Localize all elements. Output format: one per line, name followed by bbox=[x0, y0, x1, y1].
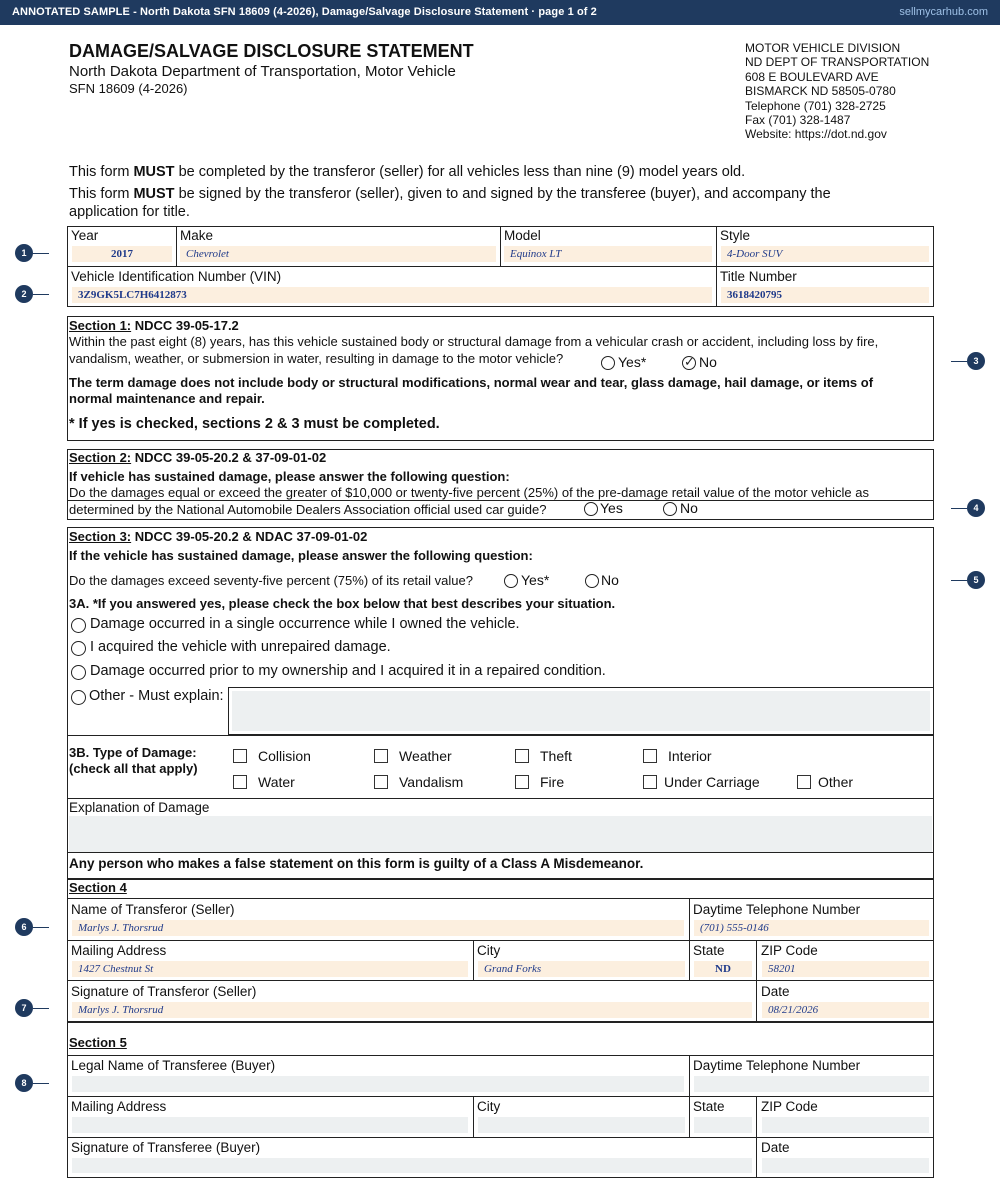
section-2-title: Section 2: bbox=[69, 450, 132, 465]
make-field[interactable]: Chevrolet bbox=[180, 246, 496, 262]
section-2-code: NDCC 39-05-20.2 & 37-09-01-02 bbox=[131, 450, 327, 465]
section-3-yes-label: Yes* bbox=[521, 572, 550, 588]
buyer-address-field[interactable] bbox=[72, 1117, 468, 1133]
option-repaired-radio[interactable] bbox=[71, 665, 86, 680]
header-bar-site-link[interactable]: sellmycarhub.com bbox=[899, 6, 988, 18]
explanation-field[interactable] bbox=[69, 816, 932, 852]
make-label: Make bbox=[180, 228, 214, 243]
divider bbox=[67, 798, 934, 799]
form-department: North Dakota Department of Transportation, Motor Vehicle bbox=[69, 63, 456, 80]
section-2-question-line-1: Do the damages equal or exceed the greater of $10,000 or twenty-five percent (25%) of the pre-damage retail value of the motor vehicle as bbox=[69, 485, 869, 500]
divider bbox=[716, 226, 717, 307]
damage-theft-label: Theft bbox=[540, 748, 572, 764]
damage-collision-checkbox[interactable] bbox=[233, 749, 247, 763]
seller-signature-field[interactable]: Marlys J. Thorsrud bbox=[72, 1002, 752, 1018]
agency-line: Telephone (701) 328-2725 bbox=[745, 98, 886, 113]
section-1-question-line-1: Within the past eight (8) years, has this vehicle sustained body or structural damage from a vehicular crash or accident, including loss by fire, bbox=[69, 334, 879, 349]
divider bbox=[67, 898, 934, 899]
seller-date-field[interactable]: 08/21/2026 bbox=[762, 1002, 929, 1018]
buyer-phone-field[interactable] bbox=[694, 1076, 929, 1092]
annotation-marker: 4 bbox=[967, 499, 985, 517]
option-other-label: Other - Must explain: bbox=[89, 688, 224, 704]
agency-address-block bbox=[745, 41, 929, 142]
buyer-name-label: Legal Name of Transferee (Buyer) bbox=[71, 1058, 276, 1073]
intro-text: application for title. bbox=[69, 204, 190, 220]
buyer-city-field[interactable] bbox=[478, 1117, 685, 1133]
section-3-no-radio[interactable] bbox=[585, 574, 599, 588]
buyer-name-field[interactable] bbox=[72, 1076, 684, 1092]
divider bbox=[689, 940, 690, 980]
annotation-marker: 6 bbox=[15, 918, 33, 936]
divider bbox=[67, 1137, 934, 1138]
section-1-note-yes: * If yes is checked, sections 2 & 3 must be completed. bbox=[69, 416, 440, 432]
false-statement-warning: Any person who makes a false statement on this form is guilty of a Class A Misdemeanor. bbox=[69, 856, 644, 871]
intro-text: be completed by the transferor (seller) for all vehicles less than nine (9) model years old. bbox=[174, 164, 746, 180]
section-4-heading: Section 4 bbox=[69, 880, 127, 895]
section-1-yes-label: Yes* bbox=[618, 354, 647, 370]
seller-zip-field[interactable]: 58201 bbox=[762, 961, 929, 977]
vin-field[interactable]: 3Z9GK5LC7H6412873 bbox=[72, 287, 712, 303]
intro-emphasis: MUST bbox=[133, 164, 175, 180]
agency-line: MOTOR VEHICLE DIVISION bbox=[745, 41, 901, 55]
annotation-leader-line bbox=[33, 294, 49, 295]
damage-water-checkbox[interactable] bbox=[233, 775, 247, 789]
seller-city-field[interactable]: Grand Forks bbox=[478, 961, 685, 977]
form-title: DAMAGE/SALVAGE DISCLOSURE STATEMENT bbox=[69, 41, 474, 61]
seller-address-field[interactable]: 1427 Chestnut St bbox=[72, 961, 468, 977]
annotation-marker: 8 bbox=[15, 1074, 33, 1092]
form-sfn: SFN 18609 (4-2026) bbox=[69, 81, 188, 96]
section-3-title: Section 3: bbox=[69, 529, 132, 544]
section-3-lead: If the vehicle has sustained damage, please answer the following question: bbox=[69, 548, 533, 563]
divider bbox=[473, 940, 474, 980]
divider bbox=[67, 1096, 934, 1097]
divider bbox=[756, 1096, 757, 1178]
seller-date-label: Date bbox=[761, 984, 790, 999]
divider bbox=[67, 980, 934, 981]
section-3-no-label: No bbox=[601, 572, 619, 588]
damage-under-carriage-label: Under Carriage bbox=[664, 774, 760, 790]
divider bbox=[756, 940, 757, 1022]
section-3-yes-radio[interactable] bbox=[504, 574, 518, 588]
buyer-zip-label: ZIP Code bbox=[761, 1099, 818, 1114]
title-number-label: Title Number bbox=[720, 269, 797, 284]
annotation-marker: 7 bbox=[15, 999, 33, 1017]
seller-name-field[interactable]: Marlys J. Thorsrud bbox=[72, 920, 684, 936]
section-2-no-label: No bbox=[680, 500, 698, 516]
agency-line: 608 E BOULEVARD AVE bbox=[745, 69, 879, 84]
buyer-signature-field[interactable] bbox=[72, 1158, 752, 1173]
divider bbox=[473, 1096, 474, 1137]
seller-phone-field[interactable]: (701) 555-0146 bbox=[694, 920, 929, 936]
section-1-no-label: No bbox=[699, 354, 717, 370]
damage-interior-label: Interior bbox=[668, 748, 712, 764]
option-other-radio[interactable] bbox=[71, 690, 86, 705]
intro-emphasis: MUST bbox=[133, 186, 175, 202]
style-field[interactable]: 4-Door SUV bbox=[721, 246, 929, 262]
seller-name-label: Name of Transferor (Seller) bbox=[71, 902, 235, 917]
damage-fire-checkbox[interactable] bbox=[515, 775, 529, 789]
section-1-no-radio[interactable] bbox=[682, 356, 696, 370]
section-1-heading bbox=[69, 318, 239, 334]
intro-paragraph-2 bbox=[69, 185, 939, 221]
section-3-heading bbox=[69, 529, 367, 545]
annotation-leader-line bbox=[33, 927, 49, 928]
buyer-signature-label: Signature of Transferee (Buyer) bbox=[71, 1140, 261, 1155]
annotation-leader-line bbox=[951, 580, 967, 581]
other-explain-field[interactable] bbox=[232, 691, 930, 731]
section-1-question-line-2: vandalism, weather, or submersion in water, resulting in damage to the motor vehicle? bbox=[69, 351, 564, 366]
section-1-yes-radio[interactable] bbox=[601, 356, 615, 370]
damage-vandalism-label: Vandalism bbox=[399, 774, 464, 790]
section-1-code: NDCC 39-05-17.2 bbox=[131, 318, 239, 333]
damage-interior-checkbox[interactable] bbox=[643, 749, 657, 763]
section-1-note-line-2: normal maintenance and repair. bbox=[69, 391, 265, 406]
buyer-zip-field[interactable] bbox=[762, 1117, 929, 1133]
seller-signature-label: Signature of Transferor (Seller) bbox=[71, 984, 257, 999]
section-3b-subheading: (check all that apply) bbox=[69, 761, 198, 776]
agency-line: BISMARCK ND 58505-0780 bbox=[745, 84, 896, 99]
damage-theft-checkbox[interactable] bbox=[515, 749, 529, 763]
annotation-header-bar bbox=[0, 0, 1000, 25]
divider bbox=[689, 1055, 690, 1137]
section-2-question-line-2: determined by the National Automobile Dealers Association official used car guide? bbox=[69, 502, 547, 517]
option-repaired-label: Damage occurred prior to my ownership and I acquired it in a repaired condition. bbox=[90, 663, 606, 679]
buyer-date-field[interactable] bbox=[762, 1158, 929, 1173]
agency-line: ND DEPT OF TRANSPORTATION bbox=[745, 55, 930, 70]
annotation-leader-line bbox=[33, 253, 49, 254]
annotation-marker: 2 bbox=[15, 285, 33, 303]
seller-state-field[interactable]: ND bbox=[694, 961, 752, 977]
divider bbox=[67, 1055, 934, 1056]
option-unrepaired-radio[interactable] bbox=[71, 641, 86, 656]
style-label: Style bbox=[720, 228, 751, 243]
damage-weather-label: Weather bbox=[399, 748, 452, 764]
buyer-city-label: City bbox=[477, 1099, 501, 1114]
divider bbox=[689, 898, 690, 940]
section-5-heading: Section 5 bbox=[69, 1035, 127, 1050]
damage-collision-label: Collision bbox=[258, 748, 311, 764]
divider bbox=[67, 852, 934, 853]
model-label: Model bbox=[504, 228, 541, 243]
damage-fire-label: Fire bbox=[540, 774, 565, 790]
option-unrepaired-label: I acquired the vehicle with unrepaired damage. bbox=[90, 639, 391, 655]
annotation-leader-line bbox=[33, 1008, 49, 1009]
section-2-no-radio[interactable] bbox=[663, 502, 677, 516]
option-single-occurrence-radio[interactable] bbox=[71, 618, 86, 633]
section-3b-heading: 3B. Type of Damage: bbox=[69, 745, 197, 760]
seller-address-label: Mailing Address bbox=[71, 943, 167, 958]
section-1-title: Section 1: bbox=[69, 318, 132, 333]
checkmark-icon: ✓ bbox=[684, 354, 695, 369]
section-1-note-line-1: The term damage does not include body or structural modifications, normal wear and tear, glass damage, hail damage, or items of bbox=[69, 375, 874, 390]
damage-under-carriage-checkbox[interactable] bbox=[643, 775, 657, 789]
section-2-heading bbox=[69, 450, 326, 466]
annotation-leader-line bbox=[951, 508, 967, 509]
header-bar-title: ANNOTATED SAMPLE - North Dakota SFN 18609 (4-2026), Damage/Salvage Disclosure Statement · page 1 of 2 bbox=[12, 6, 597, 18]
intro-paragraph-1 bbox=[69, 163, 939, 181]
annotation-leader-line bbox=[951, 361, 967, 362]
annotation-leader-line bbox=[33, 1083, 49, 1084]
divider bbox=[67, 735, 934, 736]
damage-water-label: Water bbox=[258, 774, 295, 790]
explanation-label: Explanation of Damage bbox=[69, 800, 210, 815]
section-3a-heading: 3A. *If you answered yes, please check the box below that best describes your situation. bbox=[69, 596, 616, 611]
intro-text: This form bbox=[69, 186, 134, 202]
option-single-occurrence-label: Damage occurred in a single occurrence while I owned the vehicle. bbox=[90, 616, 520, 632]
annotation-marker: 1 bbox=[15, 244, 33, 262]
annotation-marker: 3 bbox=[967, 352, 985, 370]
buyer-phone-label: Daytime Telephone Number bbox=[693, 1058, 861, 1073]
model-field[interactable]: Equinox LT bbox=[504, 246, 712, 262]
intro-text: be signed by the transferor (seller), given to and signed by the transferee (buyer), and accompany the bbox=[174, 186, 831, 202]
damage-other-checkbox[interactable] bbox=[797, 775, 811, 789]
damage-weather-checkbox[interactable] bbox=[374, 749, 388, 763]
section-2-yes-radio[interactable] bbox=[584, 502, 598, 516]
divider bbox=[500, 226, 501, 266]
vin-label: Vehicle Identification Number (VIN) bbox=[71, 269, 282, 284]
buyer-address-label: Mailing Address bbox=[71, 1099, 167, 1114]
buyer-state-label: State bbox=[693, 1099, 725, 1114]
agency-line: Fax (701) 328-1487 bbox=[745, 113, 851, 128]
divider bbox=[67, 940, 934, 941]
seller-city-label: City bbox=[477, 943, 501, 958]
section-3-question: Do the damages exceed seventy-five percent (75%) of its retail value? bbox=[69, 573, 473, 588]
damage-other-label: Other bbox=[818, 774, 854, 790]
buyer-date-label: Date bbox=[761, 1140, 790, 1155]
seller-state-label: State bbox=[693, 943, 725, 958]
section-2-lead: If vehicle has sustained damage, please answer the following question: bbox=[69, 469, 510, 484]
divider bbox=[67, 266, 934, 267]
seller-zip-label: ZIP Code bbox=[761, 943, 818, 958]
title-number-field[interactable]: 3618420795 bbox=[721, 287, 929, 303]
buyer-state-field[interactable] bbox=[694, 1117, 752, 1133]
section-2-yes-label: Yes bbox=[600, 500, 623, 516]
divider bbox=[176, 226, 177, 266]
seller-phone-label: Daytime Telephone Number bbox=[693, 902, 861, 917]
annotation-marker: 5 bbox=[967, 571, 985, 589]
agency-line: Website: https://dot.nd.gov bbox=[745, 127, 887, 142]
damage-vandalism-checkbox[interactable] bbox=[374, 775, 388, 789]
year-label: Year bbox=[71, 228, 99, 243]
section-3-code: NDCC 39-05-20.2 & NDAC 37-09-01-02 bbox=[131, 529, 368, 544]
year-field[interactable]: 2017 bbox=[72, 246, 172, 262]
intro-text: This form bbox=[69, 164, 134, 180]
